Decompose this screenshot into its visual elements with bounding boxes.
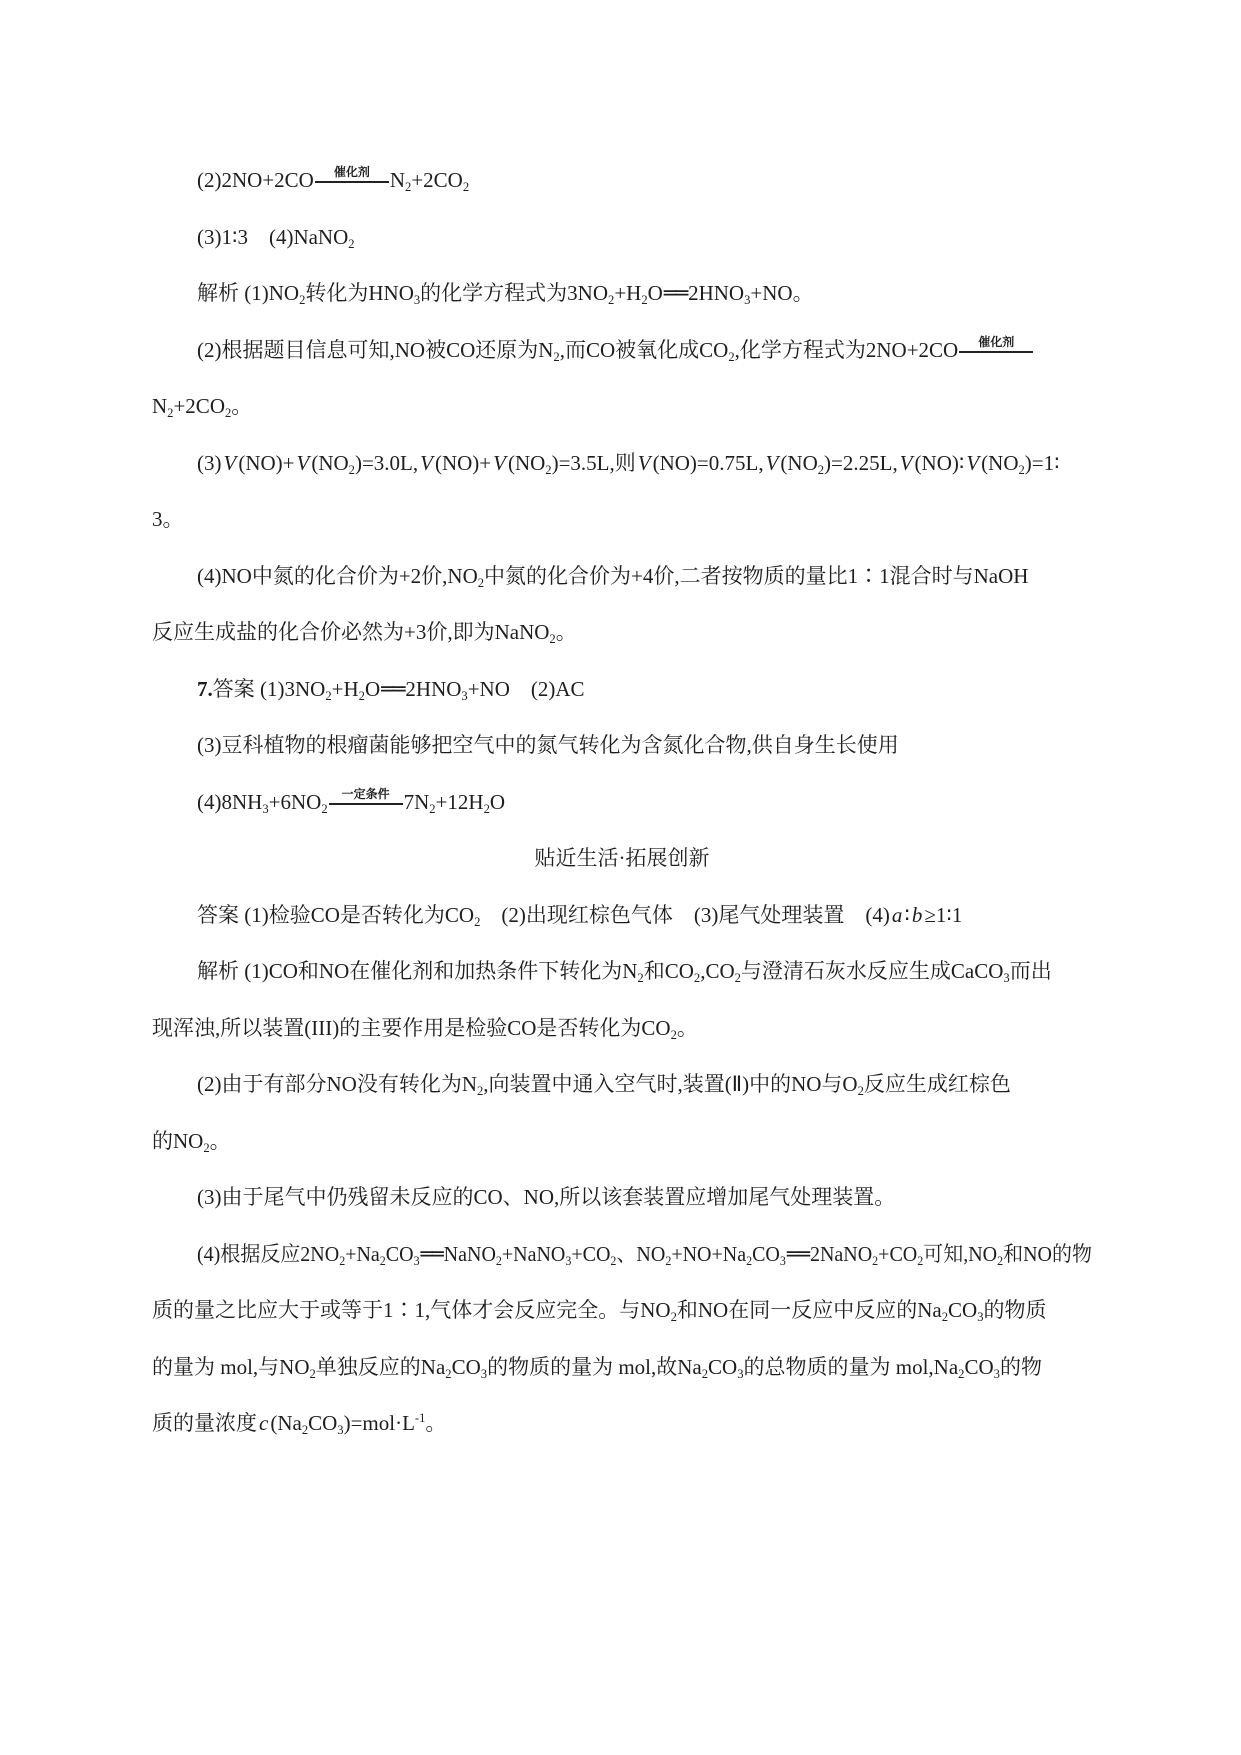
- text-run: +H: [331, 676, 359, 701]
- italic-variable: a: [891, 902, 903, 927]
- text-run: (NO: [780, 450, 818, 475]
- line-content: [152, 1282, 1047, 1339]
- subscript: 2: [325, 688, 332, 703]
- text-run: ,向装置中通入空气时,装置(Ⅱ)中的NO与O: [483, 1072, 858, 1096]
- subscript: 2: [665, 1253, 672, 1268]
- text-run: 答案 (1)检验CO是否转化为CO: [197, 902, 475, 927]
- text-run: ,化学方程式为2NO+2CO: [734, 337, 959, 362]
- subscript: 2: [545, 462, 552, 477]
- text-run: (2)2NO+2CO: [197, 168, 314, 192]
- equation-equals-sign: ══: [420, 1241, 443, 1266]
- line-content: [152, 1113, 231, 1170]
- subscript: 2: [462, 180, 470, 194]
- text-run: 的物: [999, 1354, 1042, 1379]
- subscript: 2: [429, 801, 436, 816]
- subscript: 2: [405, 180, 412, 194]
- line-content: [197, 322, 1034, 379]
- subscript: 2: [299, 293, 306, 307]
- line-content: [197, 265, 814, 322]
- paragraph-line: [152, 209, 1092, 266]
- line-content: [152, 1339, 1042, 1396]
- subscript: 2: [167, 406, 174, 420]
- text-run: )=3.0L,: [354, 450, 419, 475]
- text-run: 2HNO: [405, 676, 462, 701]
- equation-equals-sign: ══: [663, 281, 688, 305]
- text-run: 7N: [403, 789, 430, 814]
- italic-variable: V: [493, 450, 506, 475]
- subscript: 2: [477, 575, 485, 590]
- text-run: +2CO: [173, 394, 225, 418]
- heading-line: [152, 830, 1092, 887]
- line-content: [197, 717, 899, 774]
- italic-variable: V: [899, 450, 913, 475]
- italic-variable: V: [223, 450, 237, 475]
- paragraph: [152, 1226, 1092, 1452]
- paragraph-line: [152, 322, 1092, 379]
- subscript: 2: [670, 1310, 677, 1324]
- subscript: 3: [461, 688, 468, 703]
- text-run: (4)根据反应2NO: [197, 1241, 340, 1266]
- subscript: 3: [262, 801, 269, 816]
- paragraph-line: [152, 1056, 1092, 1113]
- text-run: ,而CO被氧化成CO: [559, 337, 729, 362]
- subscript: 2: [610, 1253, 617, 1268]
- subscript: 3: [565, 1253, 572, 1268]
- paragraph-line: [152, 661, 1092, 718]
- subscript: 2: [693, 971, 701, 985]
- text-run: 2NaNO: [809, 1241, 873, 1266]
- text-run: 质的量之比应大于或等于1∶1,气体才会反应完全。与NO: [152, 1298, 671, 1322]
- text-run: (3): [197, 450, 222, 475]
- text-run: 转化为HNO: [305, 281, 414, 305]
- text-run: N: [152, 394, 168, 418]
- italic-variable: V: [296, 450, 310, 475]
- text-run: 。: [676, 1015, 698, 1040]
- text-run: (2)由于有部分NO没有转化为N: [197, 1072, 477, 1096]
- subscript: 2: [224, 406, 232, 420]
- subscript: 2: [641, 293, 648, 307]
- subscript: 2: [857, 1084, 864, 1098]
- subscript: 2: [872, 1253, 879, 1268]
- section-heading: [152, 830, 1092, 887]
- text-run: (NO)=0.75L,: [652, 450, 764, 475]
- text-run: 质的量浓度: [152, 1411, 257, 1435]
- paragraph-line: [152, 887, 1092, 944]
- paragraph: [152, 774, 1092, 831]
- text-run: 。: [231, 394, 253, 418]
- text-run: CO: [752, 1241, 780, 1266]
- paragraph-line: [152, 1113, 1092, 1170]
- subscript: 2: [348, 236, 355, 251]
- subscript: 2: [701, 1366, 709, 1381]
- paragraph: [152, 661, 1092, 718]
- text-run: 可知,NO: [923, 1241, 998, 1266]
- subscript: 2: [608, 293, 615, 307]
- text-run: 的物质: [983, 1298, 1047, 1322]
- paragraph-line: [152, 943, 1092, 1000]
- paragraph-line: [152, 717, 1092, 774]
- text-run: CO: [948, 1298, 978, 1322]
- subscript: 2: [495, 1253, 502, 1268]
- text-run: 、NO: [616, 1241, 666, 1266]
- text-run: O: [364, 676, 381, 701]
- subscript: 3: [413, 1253, 420, 1268]
- line-content: [197, 209, 355, 266]
- paragraph-line: [152, 1395, 1092, 1452]
- bold-text: 7.: [197, 676, 213, 701]
- subscript: 2: [817, 462, 825, 477]
- text-run: (4)NO中氮的化合价为+2价,NO: [197, 563, 478, 588]
- text-run: +CO: [878, 1241, 918, 1266]
- text-run: CO: [964, 1354, 994, 1379]
- subscript: 2: [1018, 462, 1025, 477]
- line-content: [197, 1226, 1092, 1283]
- text-run: ,CO: [700, 959, 735, 983]
- text-run: +Na: [345, 1241, 380, 1266]
- subscript: 2: [553, 349, 560, 364]
- line-content: [197, 943, 1052, 1000]
- text-run: )=3.5L,则: [551, 450, 636, 475]
- text-run: (NO: [311, 450, 349, 475]
- subscript: 2: [958, 1366, 965, 1381]
- reaction-condition-label: 一定条件: [329, 788, 403, 805]
- subscript: 2: [734, 971, 741, 985]
- paragraph: [152, 209, 1092, 266]
- subscript: 2: [476, 1084, 484, 1098]
- text-run: 的量为 mol,与NO: [152, 1354, 310, 1379]
- text-run: (3)豆科植物的根瘤菌能够把空气中的氮气转化为含氮化合物,供自身生长使用: [197, 733, 899, 757]
- italic-variable: V: [966, 450, 980, 475]
- subscript: 2: [309, 1366, 316, 1381]
- subscript: 3: [744, 293, 751, 307]
- document-body: [152, 152, 1092, 1452]
- line-content: [197, 1169, 895, 1226]
- subscript: 2: [348, 462, 355, 477]
- text-run: (NO: [981, 450, 1019, 475]
- subscript: 3: [1003, 971, 1010, 985]
- text-run: (Na: [270, 1411, 302, 1435]
- paragraph-line: [152, 378, 1092, 435]
- paragraph-line: [152, 774, 1092, 831]
- paragraph-line: [152, 604, 1092, 661]
- subscript: 2: [445, 1366, 452, 1381]
- line-content: [197, 548, 1028, 605]
- text-run: +2CO: [411, 168, 463, 192]
- paragraph-line: [152, 265, 1092, 322]
- text-run: +NO。: [750, 281, 814, 305]
- subscript: 2: [474, 914, 481, 929]
- text-run: (NO)+: [238, 450, 295, 475]
- text-run: 和CO: [643, 959, 694, 983]
- paragraph: [152, 1056, 1092, 1169]
- text-run: 。: [555, 620, 577, 644]
- text-run: +12H: [435, 789, 484, 814]
- line-content: [152, 1000, 698, 1057]
- line-content: [197, 661, 585, 718]
- paragraph-line: [152, 1339, 1092, 1396]
- subscript: 2: [549, 632, 556, 646]
- line-content: [152, 378, 252, 435]
- text-run: CO: [451, 1354, 481, 1379]
- text-run: +NO+Na: [671, 1241, 747, 1266]
- text-run: 。: [209, 1128, 231, 1153]
- text-run: (NO)+: [434, 450, 492, 475]
- subscript: 2: [670, 1027, 677, 1042]
- paragraph-line: [152, 1226, 1092, 1283]
- text-run: 解析 (1)CO和NO在催化剂和加热条件下转化为N: [197, 959, 638, 983]
- text-run: (3)1∶3 (4)NaNO: [197, 224, 349, 249]
- text-run: 和NO在同一反应中反应的Na: [676, 1298, 942, 1322]
- text-run: (NO)∶: [914, 450, 965, 475]
- text-run: ≥1∶1: [924, 902, 963, 927]
- italic-variable: V: [765, 450, 779, 475]
- subscript: 3: [977, 1310, 984, 1324]
- text-run: (2)根据题目信息可知,NO被CO还原为N: [197, 337, 554, 362]
- subscript: 2: [321, 801, 328, 816]
- text-run: 3。: [152, 507, 184, 531]
- subscript: 3: [737, 1366, 744, 1381]
- text-run: +6NO: [268, 789, 322, 814]
- superscript: -1: [414, 1411, 426, 1425]
- text-run: NaNO: [443, 1241, 496, 1266]
- reaction-condition-label: 催化剂: [959, 336, 1033, 353]
- text-run: 而出: [1009, 959, 1052, 983]
- text-run: (2)出现红棕色气体 (3)尾气处理装置 (4): [480, 902, 890, 927]
- paragraph: [152, 548, 1092, 661]
- line-content: [197, 887, 962, 944]
- subscript: 3: [480, 1366, 488, 1381]
- subscript: 2: [941, 1310, 949, 1324]
- italic-variable: b: [911, 902, 923, 927]
- text-run: 。: [425, 1411, 447, 1435]
- line-content: [197, 152, 469, 209]
- italic-variable: c: [259, 1411, 269, 1435]
- text-run: 解析 (1)NO: [197, 281, 300, 305]
- text-run: 现浑浊,所以装置(III)的主要作用是检验CO是否转化为CO: [152, 1015, 671, 1040]
- text-run: 和NO的物: [1003, 1241, 1092, 1266]
- subscript: 3: [337, 1423, 344, 1437]
- subscript: 2: [746, 1253, 753, 1268]
- paragraph: [152, 322, 1092, 435]
- text-run: 的化学方程式为3NO: [420, 281, 609, 305]
- text-run: N: [389, 168, 406, 192]
- equation-equals-sign: ══: [786, 1241, 810, 1266]
- text-run: 答案 (1)3NO: [212, 676, 326, 701]
- text-run: 的NO: [152, 1128, 204, 1153]
- subscript: 2: [203, 1140, 210, 1155]
- text-run: +CO: [571, 1241, 611, 1266]
- subscript: 2: [917, 1253, 924, 1268]
- text-run: (4)8NH: [197, 789, 263, 814]
- paragraph-line: [152, 1000, 1092, 1057]
- subscript: 3: [413, 293, 421, 307]
- italic-variable: V: [637, 450, 651, 475]
- paragraph-line: [152, 491, 1092, 548]
- line-content: [152, 1395, 446, 1452]
- text-run: 2HNO: [688, 281, 745, 305]
- subscript: 2: [301, 1423, 309, 1437]
- text-run: 中氮的化合价为+4价,二者按物质的量比1∶1混合时与NaOH: [484, 563, 1029, 588]
- paragraph-line: [152, 1282, 1092, 1339]
- subscript: 3: [993, 1366, 1000, 1381]
- subscript: 3: [779, 1253, 786, 1268]
- text-run: 的总物质的量为 mol,Na: [743, 1354, 959, 1379]
- text-run: CO: [708, 1354, 738, 1379]
- subscript: 2: [637, 971, 644, 985]
- text-run: 反应生成盐的化合价必然为+3价,即为NaNO: [152, 620, 550, 644]
- paragraph-line: [152, 152, 1092, 209]
- section-heading-text: 贴近生活·拓展创新: [534, 846, 710, 870]
- subscript: 2: [379, 1253, 386, 1268]
- text-run: )=2.25L,: [824, 450, 898, 475]
- paragraph: [152, 887, 1092, 944]
- text-run: +NaNO: [501, 1241, 566, 1266]
- text-run: CO: [385, 1241, 414, 1266]
- paragraph: [152, 717, 1092, 774]
- paragraph-line: [152, 435, 1092, 492]
- text-run: +H: [614, 281, 642, 305]
- line-content: [197, 435, 1060, 492]
- text-run: (NO: [507, 450, 546, 475]
- text-run: 与澄清石灰水反应生成CaCO: [740, 959, 1004, 983]
- paragraph: [152, 1169, 1092, 1226]
- subscript: 2: [997, 1253, 1004, 1268]
- paragraph: [152, 265, 1092, 322]
- italic-variable: V: [420, 450, 433, 475]
- text-run: 反应生成红棕色: [863, 1072, 1011, 1096]
- line-content: [152, 491, 184, 548]
- text-run: )=mol·L: [343, 1411, 415, 1435]
- text-run: O: [489, 789, 506, 814]
- paragraph: [152, 943, 1092, 1056]
- line-content: [152, 604, 577, 661]
- subscript: 2: [358, 688, 365, 703]
- line-content: [197, 774, 505, 831]
- text-run: )=1∶: [1024, 450, 1060, 475]
- paragraph: [152, 152, 1092, 209]
- subscript: 2: [339, 1253, 346, 1268]
- paragraph-line: [152, 548, 1092, 605]
- text-run: (3)由于尾气中仍残留未反应的CO、NO,所以该套装置应增加尾气处理装置。: [197, 1185, 896, 1209]
- paragraph: [152, 435, 1092, 548]
- paragraph-line: [152, 1169, 1092, 1226]
- text-run: +NO (2)AC: [467, 676, 585, 701]
- text-run: CO: [308, 1411, 338, 1435]
- text-run: 的物质的量为 mol,故Na: [487, 1354, 702, 1379]
- line-content: [197, 1056, 1011, 1113]
- subscript: 2: [728, 349, 735, 364]
- reaction-condition-label: 催化剂: [315, 166, 389, 183]
- text-run: ∶: [904, 902, 910, 927]
- text-run: 单独反应的Na: [315, 1354, 446, 1379]
- text-run: O: [647, 281, 663, 305]
- equation-equals-sign: ══: [381, 676, 405, 701]
- subscript: 2: [483, 801, 490, 816]
